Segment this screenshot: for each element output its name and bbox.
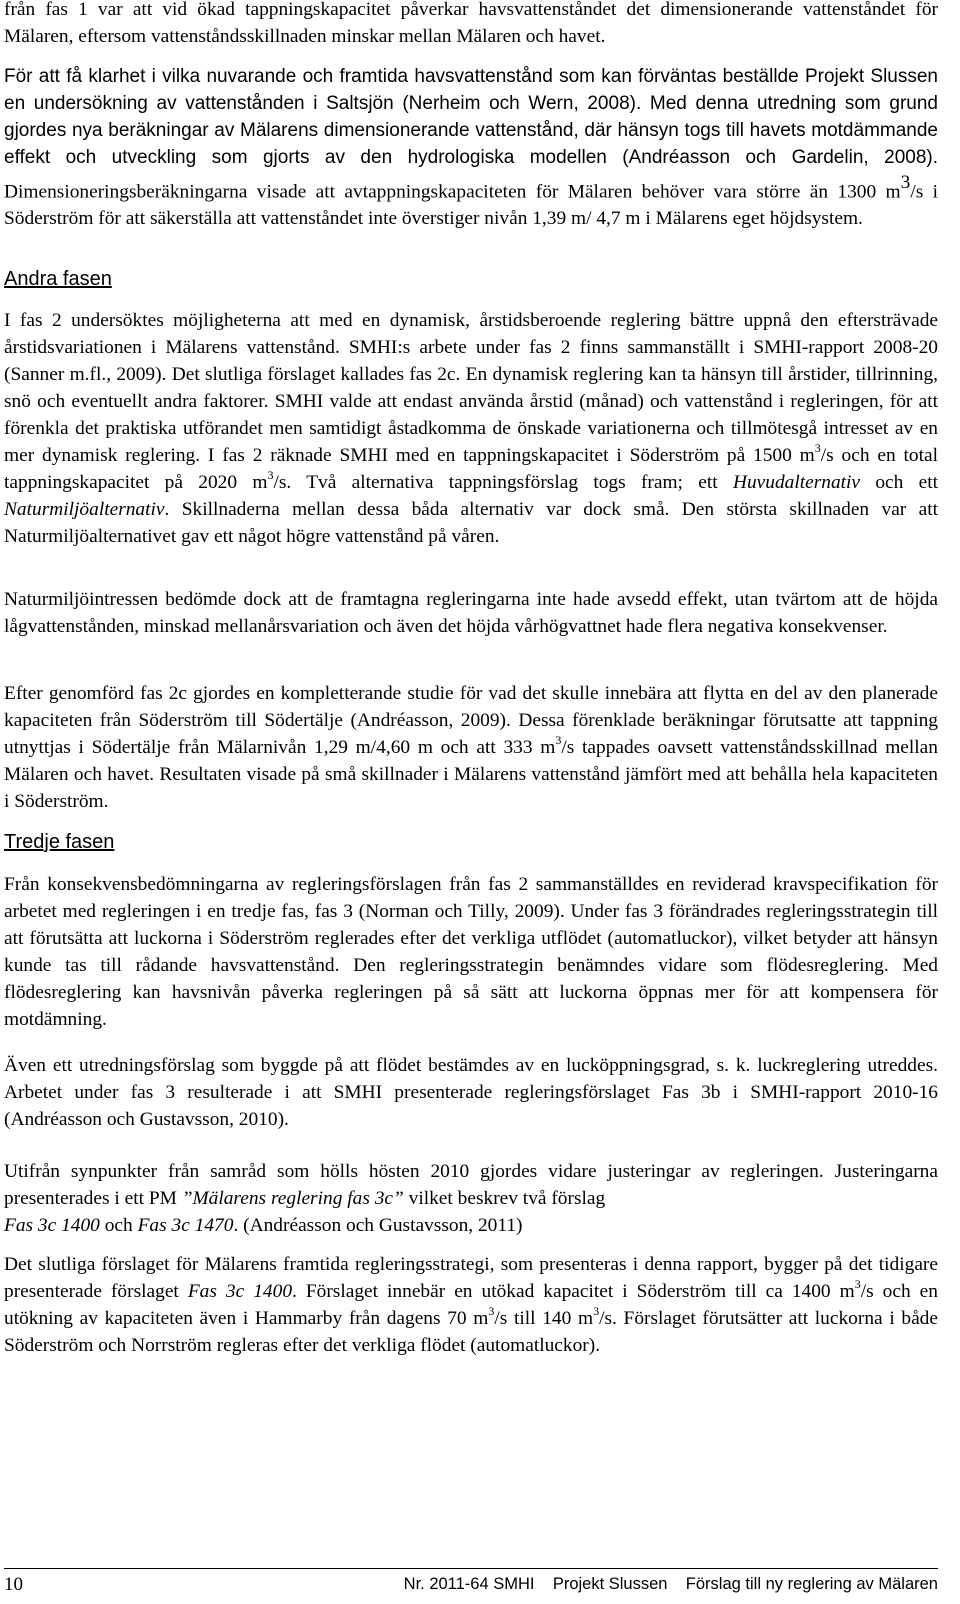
text-span: /s och en utökning av kapaciteten även i Hammarby från dagens 70 m [4, 1281, 938, 1329]
superscript: 3 [593, 1303, 600, 1318]
text-span: /s och en total tappningskapacitet på 2020 m [4, 445, 938, 493]
text-span: Efter genomförd fas 2c gjordes en kompletterande studie för vad det skulle innebära att flytta en del av den planerade kapaciteten från Söderström till Södertälje (Andréasson, 2009). Dessa förenklade beräkningar förutsatte att tappning utnyttjas i Södertälje från Mälarnivån 1,29 m/4,60 m och att 333 m [4, 683, 938, 758]
text-span: Naturmiljöintressen bedömde dock att de framtagna regleringarna inte hade avsedd effekt, utan tvärtom att de höjda lågvattenstånden, minskad mellanårsvariation och även det höjda vårhögvattnet hade flera negativa konsekvenser. [4, 589, 938, 637]
paragraph-intro-continuation [4, 0, 938, 50]
section-heading-andra-fasen: Andra fasen [4, 268, 112, 290]
paragraph-phase1-sea-levels [4, 63, 938, 232]
paragraph-final-proposal [4, 1251, 938, 1359]
superscript: 3 [488, 1303, 495, 1318]
text-span: /s. Två alternativa tappningsförslag togs fram; ett [273, 472, 733, 493]
paragraph-adjustments-3c [4, 1158, 938, 1239]
text-span: /s till 140 m [494, 1308, 594, 1329]
text-span: och ett [860, 472, 939, 493]
paragraph-phase2 [4, 307, 938, 550]
italic-term: Fas 3c 1400 [187, 1281, 293, 1302]
text-span: . (Andréasson och Gustavsson, 2011) [233, 1215, 523, 1236]
text-span: Dimensioneringsberäkningarna visade att avtappningskapaciteten för Mälaren behöver vara större än 1300 m [4, 181, 901, 203]
text-span: /s. Förslaget förutsätter att luckorna i både Söderström och Norrström regleras efter det verkliga flödet (automatluckor). [4, 1308, 938, 1356]
text-span: Från konsekvensbedömningarna av regleringsförslagen från fas 2 sammanställdes en reviderad kravspecifikation för arbetet med regleringen i en tredje fas, fas 3 (Norman och Tilly, 2009). Under fas 3 förändrades regleringsstrategin till att förutsätta att luckorna i Söderström reglerades efter det verkliga utflödet (automatluckor), vilket betyder att hänsyn kunde tas till rådande havsvattenstånd. Den regleringsstrategin benämndes vidare som flödesreglering. Med flödesreglering kan havsnivån påverka regleringen på så sätt att luckorna öppnas mer för att kompensera för motdämning. [4, 874, 938, 1030]
section-heading-tredje-fasen: Tredje fasen [4, 831, 115, 853]
paragraph-lock-regulation [4, 1052, 938, 1133]
text-span: från fas 1 var att vid ökad tappningskapacitet påverkar havsvattenståndet det dimensionerande vattenståndet för Mälaren, eftersom vattenståndsskillnaden minskar mellan Mälaren och havet. [4, 0, 938, 47]
text-span: /s i Söderström för att säkerställa att vattenståndet inte överstiger nivån 1,39 m/ 4,7 m i Mälarens eget höjdsystem. [4, 181, 938, 230]
superscript: 3 [900, 172, 911, 193]
italic-term: Huvudalternativ [732, 472, 861, 493]
text-span: För att få klarhet i vilka nuvarande och framtida havsvattenstånd som kan förväntas beställde Projekt Slussen en undersökning av vattenstånden i Saltsjön (Nerheim och Wern, 2008). [4, 66, 938, 114]
page-number: 10 [4, 1574, 23, 1595]
text-span: Även ett utredningsförslag som byggde på att flödet bestämdes av en lucköppningsgrad, s. k. luckreglering utreddes. Arbetet under fas 3 resulterade i att SMHI presenterade regleringsförslaget Fas 3b i SMHI-rapport 2010-16 (Andréasson och Gustavsson, 2010). [4, 1055, 938, 1130]
footer-divider [4, 1568, 938, 1569]
text-span: . Förslaget innebär en utökad kapacitet i Söderström till ca 1400 m [292, 1281, 855, 1302]
superscript: 3 [854, 1276, 861, 1291]
superscript: 3 [814, 440, 821, 455]
text-span: /s tappades oavsett vattenståndsskillnad mellan Mälaren och havet. Resultaten visade på små skillnader i Mälarens vattenstånd jämfört med att behålla hela kapaciteten i Söderström. [4, 737, 938, 812]
text-span: Med denna utredning som grund gjordes nya beräkningar av Mälarens dimensionerande vattenstånd, där hänsyn togs till havets motdämmande effekt och utveckling som gjorts av den hydrologiska modellen (Andréasson och Gardelin, 2008). [4, 93, 938, 168]
paragraph-phase2c-followup [4, 680, 938, 815]
text-span: vilket beskrev två förslag [403, 1188, 606, 1209]
text-span: Utifrån synpunkter från samråd som hölls hösten 2010 gjordes vidare justeringar av regleringen. Justeringarna presenterades i ett PM [4, 1161, 938, 1209]
text-span: Det slutliga förslaget för Mälarens framtida regleringsstrategi, som presenteras i denna rapport, bygger på det tidigare presenterade förslaget [4, 1254, 938, 1302]
text-span: och [99, 1215, 138, 1236]
footer-report-title: Nr. 2011-64 SMHI Projekt Slussen Förslag till ny reglering av Mälaren [403, 1575, 938, 1593]
paragraph-nature-interests [4, 586, 938, 640]
superscript: 3 [555, 732, 562, 747]
paragraph-phase3 [4, 871, 938, 1033]
italic-title: ”Mälarens reglering fas 3c” [181, 1188, 404, 1209]
text-span: I fas 2 undersöktes möjligheterna att med en dynamisk, årstidsberoende reglering bättre uppnå den eftersträvade årstidsvariationen i Mälarens vattenstånd. SMHI:s arbete under fas 2 finns sammanställt i SMHI-rapport 2008-20 (Sanner m.fl., 2009). Det slutliga förslaget kallades fas 2c. En dynamisk reglering kan ta hänsyn till årstider, tillrinning, snö och eventuellt andra faktorer. SMHI valde att endast använda årstid (månad) och vattenstånd i regleringen, för att förenkla det praktiska utförandet men samtidigt åstadkomma de önskade variationerna och tillmötesgå intresset av en mer dynamisk reglering. I fas 2 räknade SMHI med en tappningskapacitet i Söderström på 1500 m [4, 310, 938, 466]
italic-term: Fas 3c 1470 [137, 1215, 234, 1236]
italic-term: Fas 3c 1400 [4, 1215, 100, 1236]
superscript: 3 [267, 467, 274, 482]
text-span: . Skillnaderna mellan dessa båda alternativ var dock små. Den största skillnaden var att Naturmiljöalternativet gav ett något högre vattenstånd på våren. [4, 499, 938, 547]
italic-term: Naturmiljöalternativ [4, 499, 165, 520]
